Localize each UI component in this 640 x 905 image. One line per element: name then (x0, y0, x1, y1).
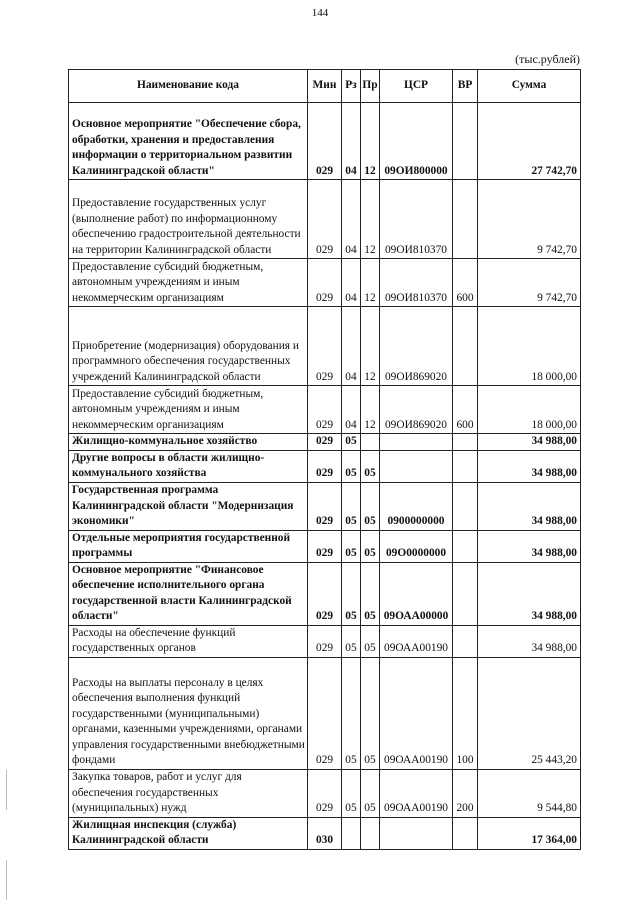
scan-edge-mark (6, 770, 7, 810)
row-csr-cell: 09ОАА00190 (380, 625, 453, 657)
row-csr-cell: 09ОАА00190 (380, 769, 453, 817)
table-row (69, 307, 581, 386)
row-csr-cell (380, 817, 453, 849)
row-sum-cell: 9 742,70 (478, 180, 581, 259)
row-sum-cell: 34 988,00 (478, 434, 581, 451)
row-min-cell: 029 (308, 562, 342, 625)
col-header-name: Наименование кода (69, 70, 308, 103)
row-csr-cell: 09ОАА00190 (380, 657, 453, 769)
row-rz-cell: 05 (342, 657, 361, 769)
row-csr-cell: 09ОИ800000 (380, 103, 453, 180)
row-pr-cell: 12 (361, 259, 380, 307)
table-row (69, 103, 581, 180)
row-vr-cell (453, 817, 478, 849)
row-csr-cell (380, 450, 453, 482)
col-header-vr: ВР (453, 70, 478, 103)
row-name-cell: Расходы на выплаты персоналу в целях обеспечения выполнения функций государственными (муниципальными) органами, казенными учреждениями, органами управления государственными внебюджетными фондами (69, 657, 308, 769)
row-sum-cell: 25 443,20 (478, 657, 581, 769)
row-name-cell: Расходы на обеспечение функций государственных органов (69, 625, 308, 657)
row-name-cell: Основное мероприятие "Финансовое обеспечение исполнительного органа государственной власти Калининградской области" (69, 562, 308, 625)
row-rz-cell: 05 (342, 562, 361, 625)
row-vr-cell (453, 434, 478, 451)
table-row (69, 259, 581, 307)
row-rz-cell: 05 (342, 482, 361, 530)
row-min-cell: 029 (308, 307, 342, 386)
row-min-cell: 030 (308, 817, 342, 849)
table-body (69, 103, 581, 850)
row-vr-cell (453, 530, 478, 562)
row-pr-cell: 05 (361, 482, 380, 530)
row-sum-cell: 27 742,70 (478, 103, 581, 180)
row-name-cell: Предоставление субсидий бюджетным, автономным учреждениям и иным некоммерческим организациям (69, 386, 308, 434)
row-vr-cell: 200 (453, 769, 478, 817)
row-sum-cell: 18 000,00 (478, 307, 581, 386)
table-header-row (69, 70, 581, 103)
row-vr-cell (453, 625, 478, 657)
row-name-cell: Государственная программа Калининградской области "Модернизация экономики" (69, 482, 308, 530)
col-header-rz: Рз (342, 70, 361, 103)
table-row (69, 530, 581, 562)
table-row (69, 562, 581, 625)
row-csr-cell: 09О0000000 (380, 530, 453, 562)
col-header-sum: Сумма (478, 70, 581, 103)
row-name-cell: Жилищная инспекция (служба) Калининградской области (69, 817, 308, 849)
row-vr-cell: 600 (453, 386, 478, 434)
row-pr-cell: 12 (361, 386, 380, 434)
row-pr-cell: 05 (361, 625, 380, 657)
row-vr-cell (453, 180, 478, 259)
row-min-cell: 029 (308, 180, 342, 259)
row-name-cell: Предоставление субсидий бюджетным, автономным учреждениям и иным некоммерческим организациям (69, 259, 308, 307)
row-csr-cell: 09ОИ869020 (380, 307, 453, 386)
row-csr-cell (380, 434, 453, 451)
row-vr-cell (453, 450, 478, 482)
row-sum-cell: 9 742,70 (478, 259, 581, 307)
row-vr-cell (453, 103, 478, 180)
row-sum-cell: 34 988,00 (478, 530, 581, 562)
row-min-cell: 029 (308, 450, 342, 482)
row-name-cell: Жилищно-коммунальное хозяйство (69, 434, 308, 451)
row-min-cell: 029 (308, 259, 342, 307)
row-sum-cell: 34 988,00 (478, 625, 581, 657)
row-rz-cell: 04 (342, 103, 361, 180)
row-pr-cell: 05 (361, 450, 380, 482)
row-rz-cell: 05 (342, 625, 361, 657)
row-sum-cell: 17 364,00 (478, 817, 581, 849)
row-pr-cell: 12 (361, 307, 380, 386)
row-pr-cell (361, 434, 380, 451)
col-header-pr: Пр (361, 70, 380, 103)
row-pr-cell: 05 (361, 657, 380, 769)
row-name-cell: Основное мероприятие "Обеспечение сбора, обработки, хранения и предоставления информации о территориальном развитии Калининградской области" (69, 103, 308, 180)
table-row (69, 817, 581, 849)
row-min-cell: 029 (308, 434, 342, 451)
row-name-cell: Предоставление государственных услуг (выполнение работ) по информационному обеспечению градостроительной деятельности на территории Калининградской области (69, 180, 308, 259)
row-pr-cell (361, 817, 380, 849)
row-rz-cell: 04 (342, 259, 361, 307)
row-min-cell: 029 (308, 482, 342, 530)
row-rz-cell: 04 (342, 307, 361, 386)
row-min-cell: 029 (308, 769, 342, 817)
row-rz-cell (342, 817, 361, 849)
row-sum-cell: 18 000,00 (478, 386, 581, 434)
row-csr-cell: 09ОИ810370 (380, 180, 453, 259)
row-rz-cell: 05 (342, 434, 361, 451)
row-min-cell: 029 (308, 103, 342, 180)
table-row (69, 180, 581, 259)
budget-table (68, 69, 581, 850)
row-min-cell: 029 (308, 625, 342, 657)
row-sum-cell: 9 544,80 (478, 769, 581, 817)
scan-edge-mark (6, 860, 7, 900)
table-row (69, 657, 581, 769)
row-csr-cell: 09ОИ869020 (380, 386, 453, 434)
table-row (69, 434, 581, 451)
row-vr-cell: 600 (453, 259, 478, 307)
page-number: 144 (311, 7, 329, 19)
row-rz-cell: 04 (342, 386, 361, 434)
row-min-cell: 029 (308, 386, 342, 434)
row-sum-cell: 34 988,00 (478, 450, 581, 482)
row-sum-cell: 34 988,00 (478, 562, 581, 625)
row-vr-cell (453, 562, 478, 625)
row-pr-cell: 12 (361, 180, 380, 259)
row-name-cell: Отдельные мероприятия государственной программы (69, 530, 308, 562)
row-name-cell: Другие вопросы в области жилищно-коммунального хозяйства (69, 450, 308, 482)
table-row (69, 625, 581, 657)
row-pr-cell: 05 (361, 562, 380, 625)
row-rz-cell: 05 (342, 530, 361, 562)
col-header-csr: ЦСР (380, 70, 453, 103)
row-rz-cell: 05 (342, 450, 361, 482)
row-pr-cell: 05 (361, 769, 380, 817)
row-name-cell: Приобретение (модернизация) оборудования и программного обеспечения государственных учреждений Калининградской области (69, 307, 308, 386)
row-csr-cell: 0900000000 (380, 482, 453, 530)
row-min-cell: 029 (308, 657, 342, 769)
table-row (69, 386, 581, 434)
table-row (69, 482, 581, 530)
row-vr-cell: 100 (453, 657, 478, 769)
row-sum-cell: 34 988,00 (478, 482, 581, 530)
row-csr-cell: 09ОАА00000 (380, 562, 453, 625)
row-rz-cell: 04 (342, 180, 361, 259)
row-pr-cell: 12 (361, 103, 380, 180)
row-min-cell: 029 (308, 530, 342, 562)
row-pr-cell: 05 (361, 530, 380, 562)
units-label: (тыс.рублей) (515, 52, 580, 66)
table-row (69, 769, 581, 817)
col-header-min: Мин (308, 70, 342, 103)
table-row (69, 450, 581, 482)
row-name-cell: Закупка товаров, работ и услуг для обеспечения государственных (муниципальных) нужд (69, 769, 308, 817)
row-rz-cell: 05 (342, 769, 361, 817)
row-csr-cell: 09ОИ810370 (380, 259, 453, 307)
row-vr-cell (453, 482, 478, 530)
row-vr-cell (453, 307, 478, 386)
